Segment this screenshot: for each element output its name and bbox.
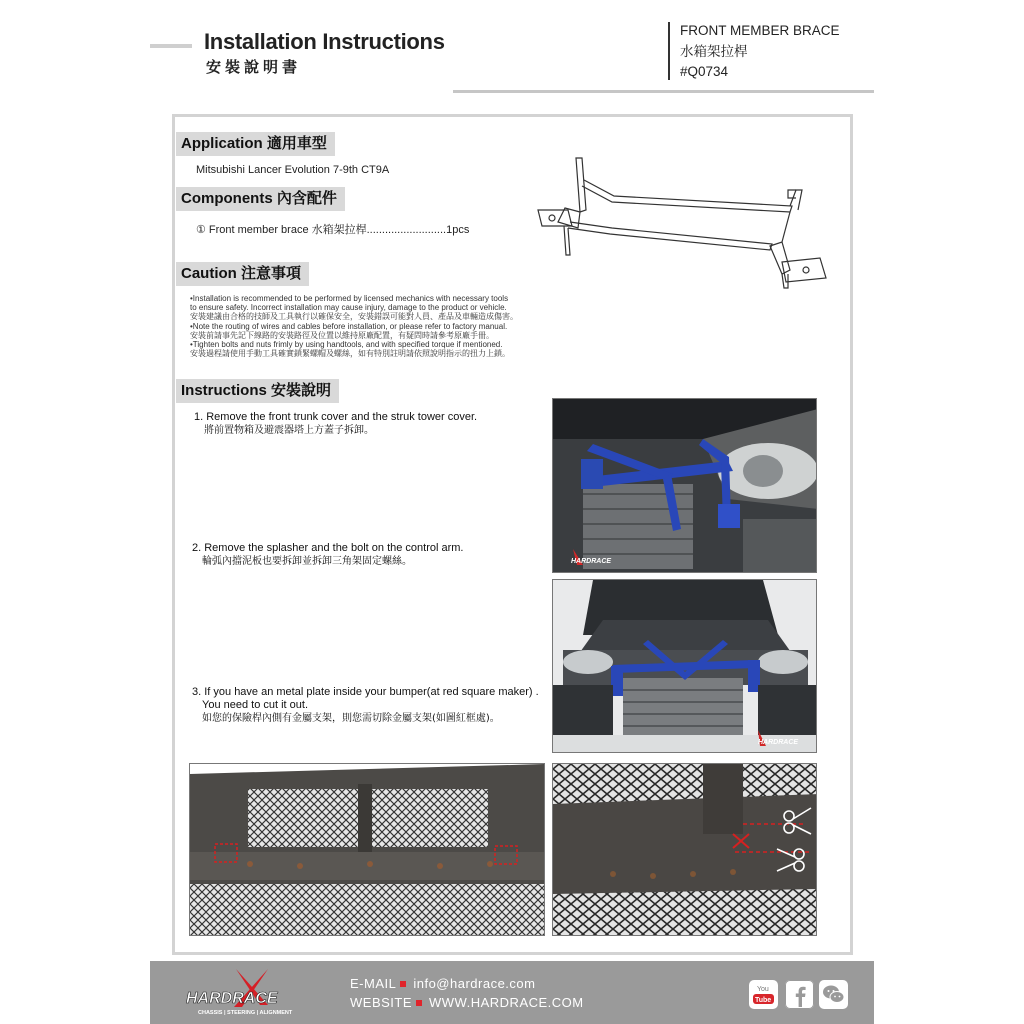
step-3-text: 3. If you have an metal plate inside your bumper(at red square maker) . — [192, 686, 539, 698]
step-2-text: 2. Remove the splasher and the bolt on the control arm. — [192, 542, 464, 554]
instructions-heading: Instructions 安裝說明 — [176, 379, 339, 403]
caution-line: •Installation is recommended to be performed by licensed mechanics with necessary tools — [190, 294, 509, 303]
bullet-square — [400, 981, 406, 987]
application-vehicle: Mitsubishi Lancer Evolution 7-9th CT9A — [196, 164, 390, 176]
application-heading: Application 適用車型 — [176, 132, 335, 156]
caution-line: to ensure safety. Incorrect installation may cause injury, damage to the product or vehicle. — [190, 303, 507, 313]
product-name: FRONT MEMBER BRACE — [680, 23, 840, 38]
wechat-icon[interactable] — [819, 980, 848, 1009]
step-3-text-cn: 如您的保險桿內側有金屬支架，則您需切除金屬支架(如圖紅框處)。 — [202, 713, 500, 724]
caution-line: •Tighten bolts and nuts frimly by using handtools, and with specified torque if mentioned. — [190, 340, 503, 350]
footer-website — [350, 995, 584, 1010]
step-3 — [192, 686, 539, 725]
step-1-text-cn: 將前置物箱及避震器塔上方蓋子拆卸。 — [204, 425, 374, 436]
watermark-text: HARDRACE — [571, 558, 612, 565]
bumper-photo — [189, 763, 545, 936]
step-2-photo — [552, 579, 817, 753]
watermark-text: HARDRACE — [758, 739, 799, 746]
step-1 — [194, 411, 477, 437]
website-label: WEBSITE — [350, 995, 413, 1010]
caution-heading: Caution 注意事項 — [176, 262, 309, 286]
step-2 — [192, 542, 464, 568]
product-name-cn: 水箱架拉桿 — [680, 43, 748, 59]
header-accent-line — [150, 44, 192, 48]
brand-tagline: CHASSIS | STEERING | ALIGNMENT — [198, 1010, 293, 1016]
step-1-photo — [552, 398, 817, 573]
hardrace-logo — [176, 967, 326, 1019]
caution-text — [190, 294, 560, 358]
caution-line: 安裝建議由合格的技師及工具執行以確保安全，安裝錯誤可能對人員、產品及車輛造成傷害。 — [190, 312, 518, 322]
footer-email — [350, 976, 535, 991]
brand-name: HARDRACE — [186, 990, 278, 1007]
bullet-square — [416, 1000, 422, 1006]
facebook-icon[interactable] — [785, 980, 814, 1009]
svg-text:You: You — [757, 986, 769, 993]
header-divider — [668, 22, 670, 80]
brace-diagram — [520, 150, 850, 295]
step-1-text: 1. Remove the front trunk cover and the struk tower cover. — [194, 411, 478, 423]
caution-line: 安裝前請事先記下線路的安裝路徑及位置以維持原廠配置，有疑問時請參考原廠手冊。 — [190, 330, 494, 340]
components-item: ① Front member brace 水箱架拉桿..........................1pcs — [196, 224, 470, 236]
step-2-text-cn: 輪弧內擋泥板也要拆卸並拆卸三角架固定螺絲。 — [202, 556, 412, 567]
product-info — [680, 21, 840, 83]
website-link[interactable]: WWW.HARDRACE.COM — [429, 995, 584, 1010]
caution-line: 安裝過程請使用手動工具確實鎖緊螺帽及螺絲，如有特別註明請依照說明指示的扭力上鎖。 — [190, 349, 510, 359]
components-heading: Components 內含配件 — [176, 187, 345, 211]
page-title: Installation Instructions — [204, 29, 445, 54]
youtube-icon[interactable] — [749, 980, 778, 1009]
caution-line: •Note the routing of wires and cables before installation, or please refer to factory manual. — [190, 321, 508, 331]
part-number: #Q0734 — [680, 64, 729, 79]
step-3-text-2: You need to cut it out. — [202, 699, 309, 711]
cut-detail-photo — [552, 763, 817, 936]
page-subtitle: 安裝說明書 — [206, 58, 302, 76]
email-label: E-MAIL — [350, 976, 397, 991]
email-link[interactable]: info@hardrace.com — [413, 976, 536, 991]
svg-text:Tube: Tube — [755, 997, 772, 1004]
header-rule — [453, 90, 874, 93]
